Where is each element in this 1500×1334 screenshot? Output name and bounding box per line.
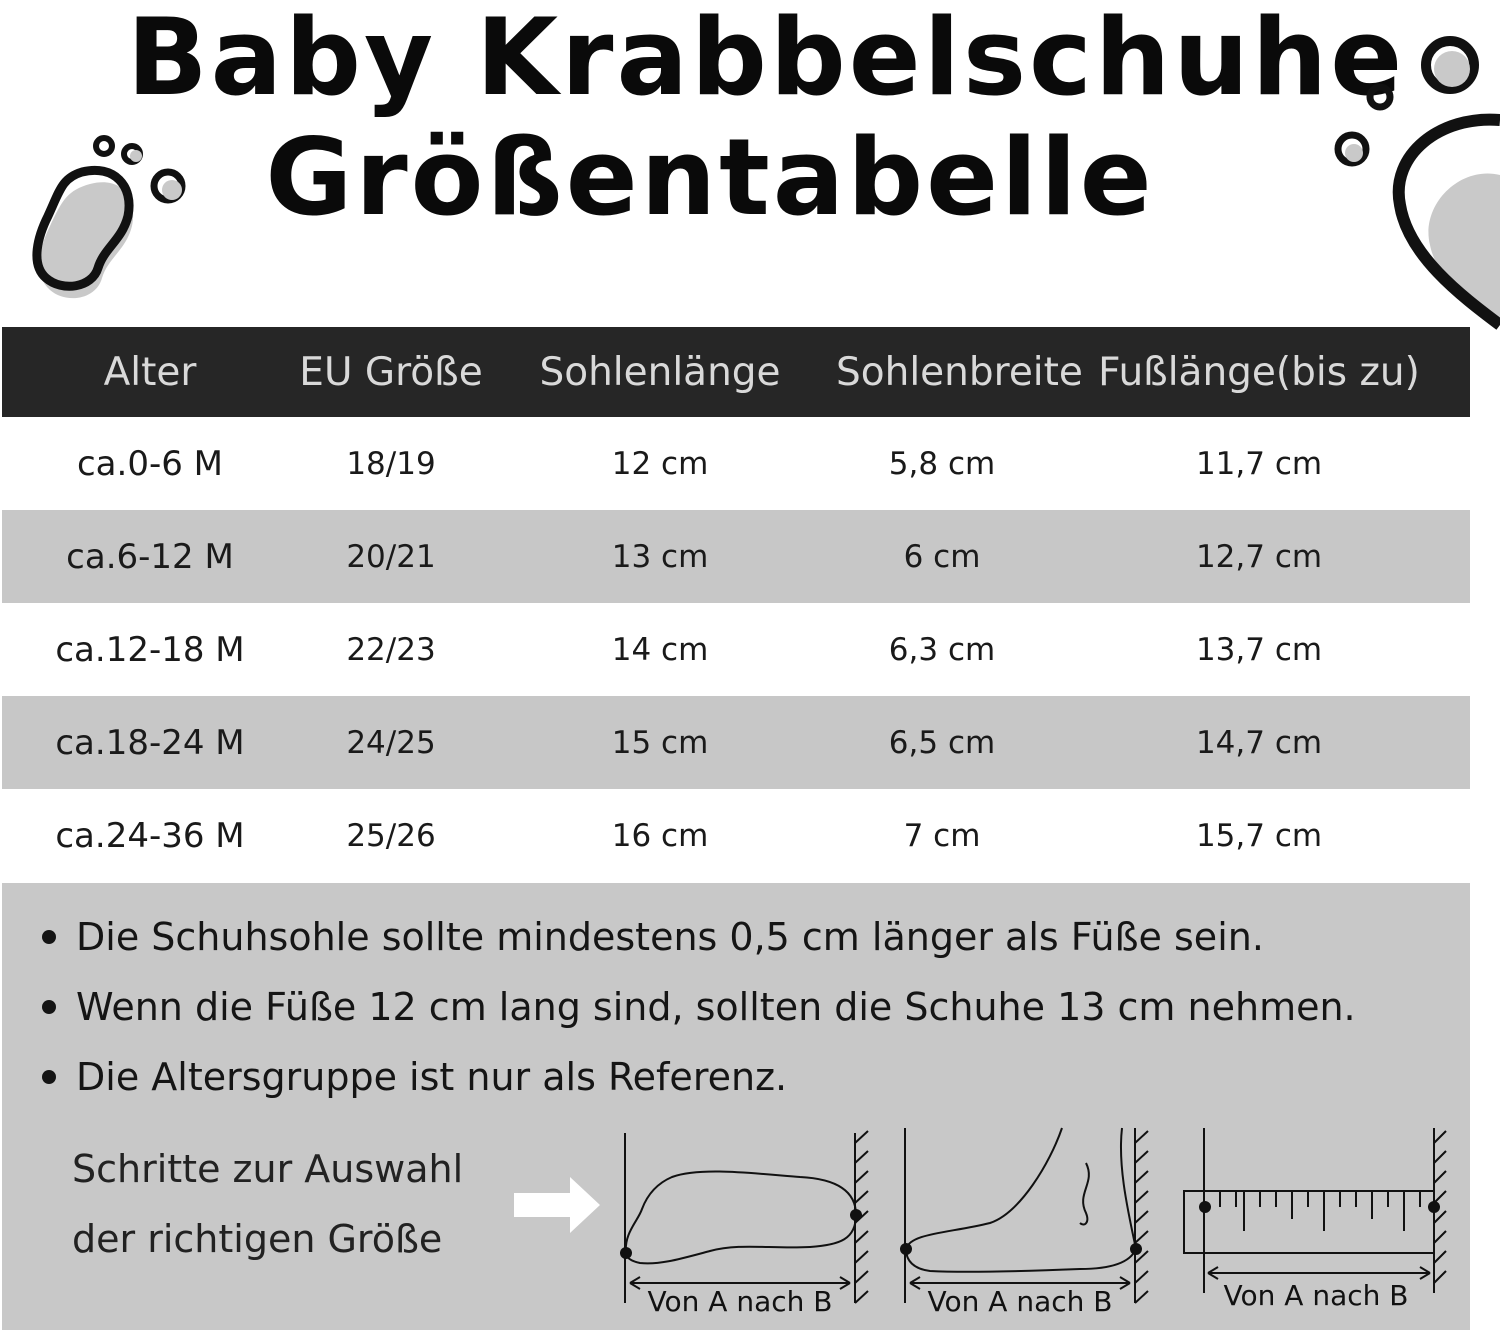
cell-age: ca.0-6 M [76, 443, 223, 484]
cell-foot-length: 13,7 cm [1195, 631, 1323, 668]
table-row [2, 510, 1470, 603]
bullet-icon [42, 1000, 56, 1014]
cell-eu-size: 22/23 [346, 631, 436, 668]
cell-foot-length: 11,7 cm [1195, 445, 1323, 482]
cell-age: ca.12-18 M [55, 629, 245, 670]
cell-sole-width: 6,5 cm [888, 724, 996, 761]
table-row [2, 696, 1470, 789]
bullet-icon [42, 1070, 56, 1084]
cell-sole-length: 16 cm [611, 817, 709, 854]
diagram-label: Von A nach B [647, 1285, 833, 1318]
arrow-right-icon [512, 1173, 604, 1237]
ruler-diagram [1170, 1123, 1450, 1323]
cell-eu-size: 20/21 [346, 538, 436, 575]
column-header-eu-size: EU Größe [299, 349, 483, 395]
table-row [2, 789, 1470, 882]
table-row [2, 417, 1470, 510]
note-text: Die Altersgruppe ist nur als Referenz. [76, 1055, 788, 1099]
cell-age: ca.24-36 M [55, 815, 245, 856]
baby-footprint-icon [20, 128, 200, 308]
cell-age: ca.6-12 M [66, 536, 234, 577]
cell-sole-width: 7 cm [903, 817, 981, 854]
column-header-alter: Alter [103, 349, 197, 395]
diagram-label: Von A nach B [1223, 1279, 1409, 1312]
cell-sole-length: 13 cm [611, 538, 709, 575]
cell-foot-length: 14,7 cm [1195, 724, 1323, 761]
baby-footprint-icon [1320, 25, 1500, 335]
foot-sole-diagram [610, 1123, 872, 1323]
column-header-sole-width: Sohlenbreite [836, 349, 1083, 395]
foot-side-diagram [890, 1123, 1152, 1323]
diagram-label: Von A nach B [927, 1285, 1113, 1318]
table-header-row [2, 327, 1470, 417]
cell-foot-length: 12,7 cm [1195, 538, 1323, 575]
cell-foot-length: 15,7 cm [1195, 817, 1323, 854]
steps-heading-line2: der richtigen Größe [72, 1217, 443, 1261]
bullet-icon [42, 930, 56, 944]
column-header-sole-length: Sohlenlänge [539, 349, 781, 395]
column-header-foot-length: Fußlänge(bis zu) [1098, 349, 1420, 395]
cell-age: ca.18-24 M [55, 722, 245, 763]
note-item [42, 1055, 787, 1099]
cell-sole-length: 15 cm [611, 724, 709, 761]
cell-eu-size: 24/25 [346, 724, 436, 761]
notes-panel [2, 883, 1470, 1330]
note-item [42, 985, 1356, 1029]
cell-sole-width: 6,3 cm [888, 631, 996, 668]
note-text: Wenn die Füße 12 cm lang sind, sollten die Schuhe 13 cm nehmen. [76, 985, 1356, 1029]
note-item [42, 915, 1264, 959]
size-table [2, 327, 1470, 882]
steps-heading-line1: Schritte zur Auswahl [72, 1147, 464, 1191]
cell-sole-width: 5,8 cm [888, 445, 996, 482]
cell-sole-length: 12 cm [611, 445, 709, 482]
cell-sole-width: 6 cm [903, 538, 981, 575]
page-subtitle: Größentabelle [265, 116, 1155, 239]
page-title: Baby Krabbelschuhe [126, 0, 1406, 119]
cell-eu-size: 18/19 [346, 445, 436, 482]
table-row [2, 603, 1470, 696]
note-text: Die Schuhsohle sollte mindestens 0,5 cm länger als Füße sein. [76, 915, 1264, 959]
cell-eu-size: 25/26 [346, 817, 436, 854]
cell-sole-length: 14 cm [611, 631, 709, 668]
